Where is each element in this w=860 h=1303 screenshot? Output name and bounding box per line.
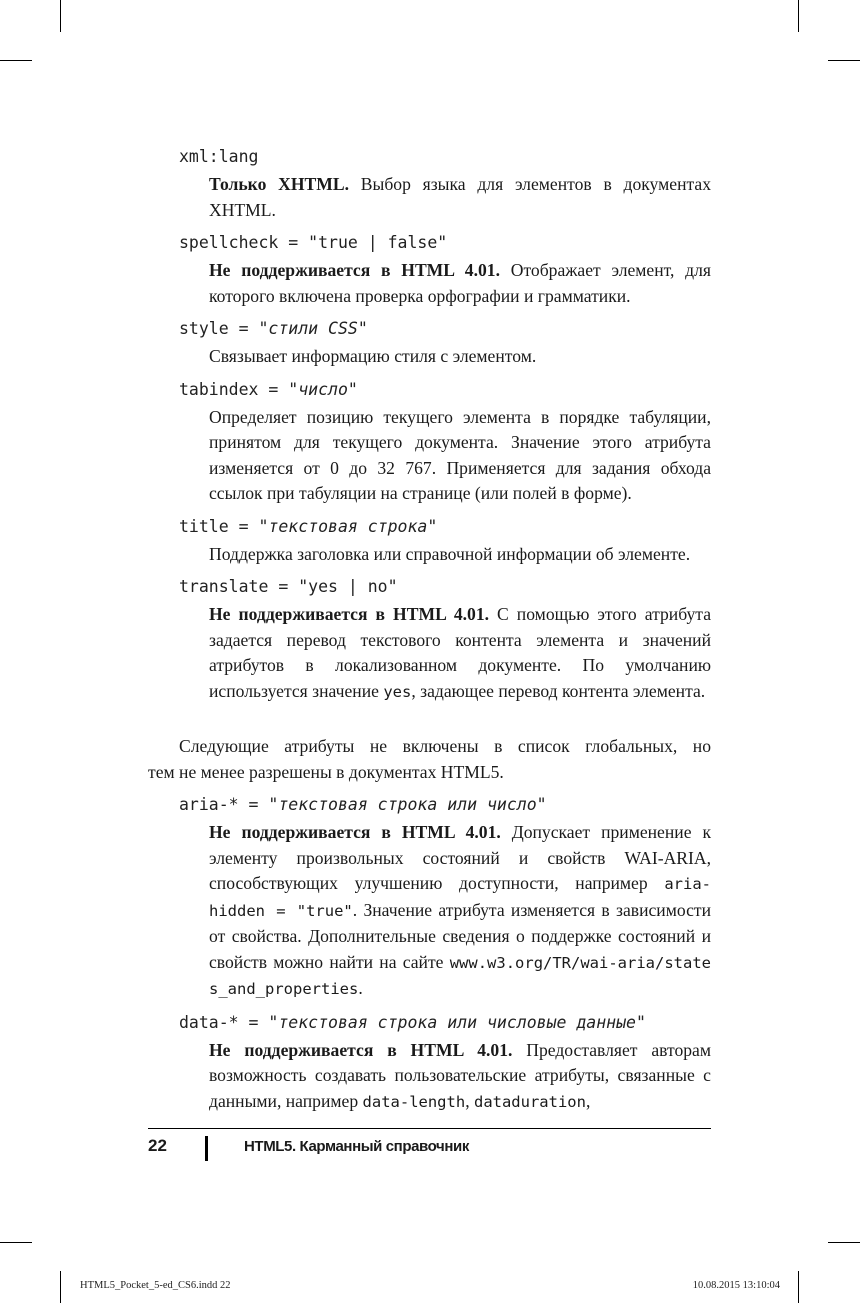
attribute-list-top — [179, 144, 711, 705]
term-data: data-* = "текстовая строка или числовые данные" — [179, 1012, 646, 1032]
definition: Только XHTML. Выбор языка для элементов в документах XHTML. — [209, 174, 711, 220]
term-spellcheck: spellcheck = "true | false" — [179, 233, 448, 252]
running-title: HTML5. Карманный справочник — [244, 1138, 469, 1155]
term-translate: translate = "yes | no" — [179, 577, 398, 596]
attribute-list-bottom — [179, 792, 711, 1115]
page-number: 22 — [148, 1136, 167, 1155]
footer-divider — [205, 1136, 208, 1161]
footer-rule — [148, 1128, 711, 1129]
crop-mark — [60, 1271, 61, 1303]
term-xml-lang: xml:lang — [179, 147, 259, 166]
definition: Не поддерживается в HTML 4.01. Предоставляет авторам возможность создавать пользовательские атрибуты, связанные с данными, например data-length, dataduration, — [209, 1039, 711, 1111]
slug-datetime: 10.08.2015 13:10:04 — [692, 1280, 780, 1291]
crop-mark — [828, 60, 860, 61]
crop-mark — [60, 0, 61, 32]
definition: Определяет позицию текущего элемента в порядке табуляции, принятом для текущего документа. Значение этого атрибута изменяется от 0 до 32 767. Применяется для задания обхода ссылок при табуляции на странице (или полей в форме). — [209, 406, 711, 503]
definition: Не поддерживается в HTML 4.01. Допускает применение к элементу произвольных состояний и свойств WAI-ARIA, способствующих улучшению доступности, например aria-hidden = "true". Значение атрибута изменяется в зависимости от свойства. Дополнительные сведения о поддержке состояний и свойств можно найти на сайте www.w3.org/TR/wai-aria/states_and_properties. — [209, 822, 711, 998]
body-paragraph: Следующие атрибуты не включены в список глобальных, но тем не менее разрешены в документах HTML5. — [148, 736, 711, 782]
crop-mark — [798, 0, 799, 32]
definition: Связывает информацию стиля с элементом. — [209, 346, 537, 366]
definition: Поддержка заголовка или справочной информации об элементе. — [209, 543, 691, 564]
crop-mark — [0, 60, 32, 61]
term-style: style = "стили CSS" — [179, 319, 368, 338]
term-title: title = "текстовая строка" — [179, 516, 438, 536]
term-aria: aria-* = "текстовая строка или число" — [179, 795, 547, 814]
slug-file: HTML5_Pocket_5-ed_CS6.indd 22 — [80, 1280, 231, 1291]
crop-mark — [0, 1242, 32, 1243]
crop-mark — [828, 1242, 860, 1243]
definition: Не поддерживается в HTML 4.01. С помощью этого атрибута задается перевод текстового контента элемента и значений атрибутов в локализованном документе. По умолчанию используется значение yes, задающее перевод контента элемента. — [209, 604, 711, 701]
term-tabindex: tabindex = "число" — [179, 379, 358, 399]
crop-mark — [798, 1271, 799, 1303]
definition: Не поддерживается в HTML 4.01. Отображает элемент, для которого включена проверка орфографии и грамматики. — [209, 260, 711, 306]
